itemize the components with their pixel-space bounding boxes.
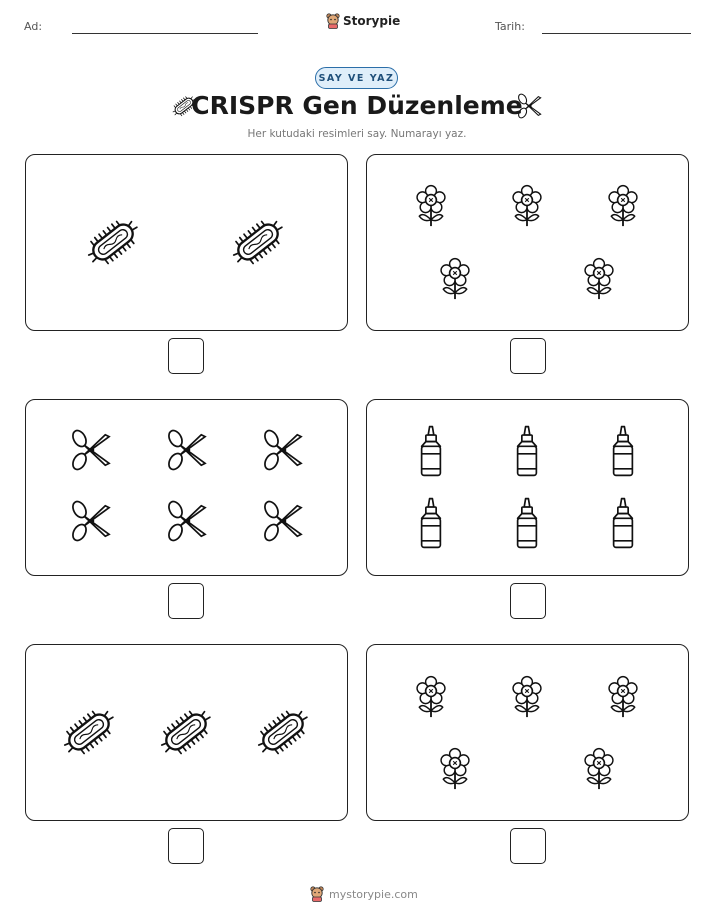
flower-icon — [605, 180, 641, 229]
scissors-icon — [69, 498, 111, 544]
count-box-1 — [25, 154, 348, 331]
bacteria-icon — [82, 211, 144, 273]
page-title: CRISPR Gen Düzenleme — [191, 91, 523, 120]
name-line[interactable] — [72, 33, 258, 34]
bacteria-icon — [252, 701, 314, 763]
name-label: Ad: — [24, 20, 43, 33]
glue-bottle-icon — [512, 496, 542, 550]
glue-bottle-icon — [416, 424, 446, 478]
flower-icon — [581, 743, 617, 792]
bacteria-icon — [58, 701, 120, 763]
flower-icon — [605, 671, 641, 720]
flower-icon — [509, 180, 545, 229]
bacteria-icon — [155, 701, 217, 763]
instructions: Her kutudaki resimleri say. Numarayı yaz. — [247, 128, 467, 140]
scissors-icon — [261, 427, 303, 473]
brand-logo — [326, 13, 400, 29]
glue-bottle-icon — [608, 496, 638, 550]
count-box-3 — [25, 399, 348, 576]
glue-bottle-icon — [512, 424, 542, 478]
scissors-icon — [165, 498, 207, 544]
answer-box-1[interactable] — [168, 338, 204, 374]
flower-icon — [437, 253, 473, 302]
bacteria-icon — [227, 211, 289, 273]
activity-badge: SAY VE YAZ — [315, 67, 398, 89]
scissors-icon — [69, 427, 111, 473]
scissors-icon — [261, 498, 303, 544]
footer — [310, 886, 418, 902]
answer-box-5[interactable] — [168, 828, 204, 864]
answer-box-3[interactable] — [168, 583, 204, 619]
glue-bottle-icon — [608, 424, 638, 478]
flower-icon — [413, 180, 449, 229]
scissors-icon — [515, 92, 543, 120]
bear-mascot-icon — [326, 13, 340, 29]
flower-icon — [581, 253, 617, 302]
glue-bottle-icon — [416, 496, 446, 550]
answer-box-2[interactable] — [510, 338, 546, 374]
flower-icon — [437, 743, 473, 792]
footer-url[interactable]: mystorypie.com — [329, 887, 418, 901]
brand-name: Storypie — [343, 14, 401, 28]
bear-mascot-icon — [310, 886, 324, 902]
answer-box-4[interactable] — [510, 583, 546, 619]
scissors-icon — [165, 427, 207, 473]
date-line[interactable] — [542, 33, 691, 34]
flower-icon — [413, 671, 449, 720]
flower-icon — [509, 671, 545, 720]
date-label: Tarih: — [495, 20, 525, 33]
answer-box-6[interactable] — [510, 828, 546, 864]
